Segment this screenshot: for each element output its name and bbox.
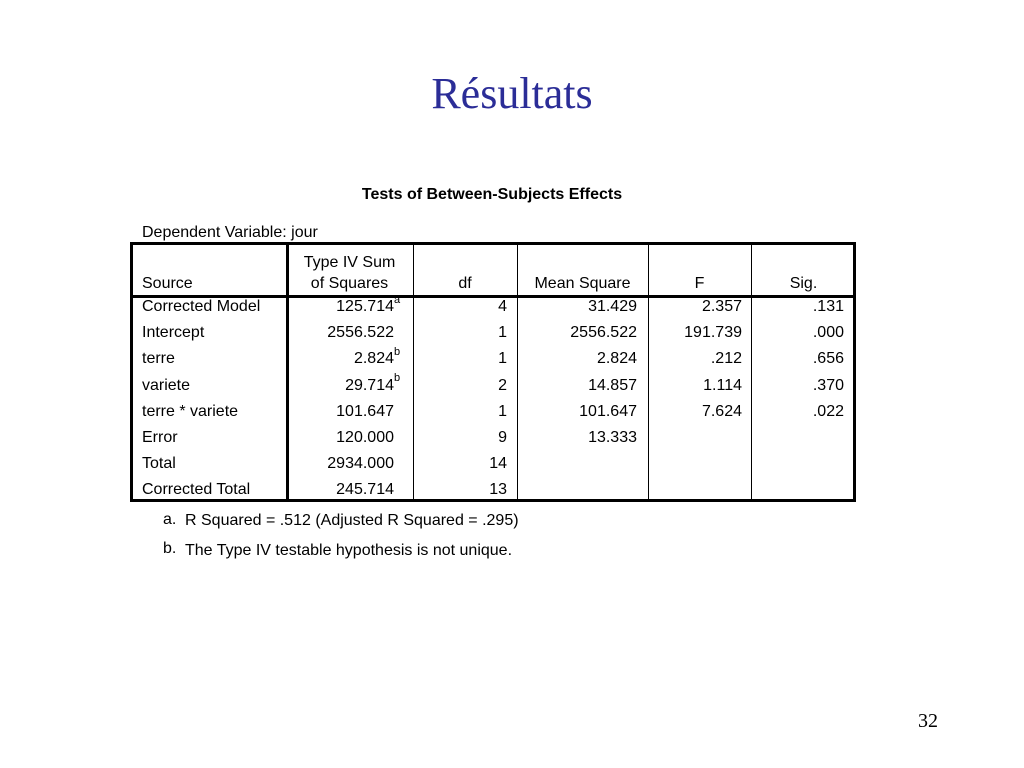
row-f [648,376,742,396]
row-sig-value: .656 [812,350,844,368]
row-f-value: 191.739 [684,324,742,342]
row-df [413,376,507,396]
row-source [142,297,282,317]
page-number: 32 [918,710,938,732]
row-sum-of-squares: 29.714$^b$ [345,372,401,394]
row-sum-of-squares-value: 2.824 [353,350,394,368]
row-sig-value: .022 [812,402,844,420]
row-df [413,402,507,422]
row-df-value: 13 [489,481,507,499]
row-mean-square [517,349,637,369]
row-source-value: Corrected Model [142,298,261,315]
row-mean-square [517,297,637,317]
row-f [648,402,742,422]
row-f-value: 2.357 [701,298,742,315]
header-ss-line1: Type IV Sum [303,254,396,271]
footnote-b-text: The Type IV testable hypothesis is not unique. [185,542,513,559]
row-source [142,428,282,448]
dependent-variable-label: Dependent Variable: jour [142,224,318,241]
row-f [648,349,742,369]
header-source: Source [142,275,193,292]
row-df-value: 4 [498,298,507,315]
row-df-value: 14 [489,455,507,473]
anova-table [130,242,856,502]
row-sum-of-squares [286,480,402,500]
row-sum-of-squares-value: 245.714 [336,481,394,499]
header-df: df [458,275,472,292]
row-sum-of-squares: 125.714$^a$ [336,293,401,315]
row-f-value: 7.624 [701,402,742,420]
row-df-value: 1 [498,402,507,420]
header-sig: Sig. [789,275,818,292]
row-source-value: variete [142,376,191,394]
row-source [142,349,282,369]
row-sum-of-squares: 2.824$^b$ [353,346,401,368]
row-source [142,402,282,422]
row-source-value: Total [142,455,176,473]
header-mean-square: Mean Square [534,275,631,292]
header-f: F [694,275,705,292]
row-mean-square-value: 2556.522 [570,324,637,342]
row-df [413,323,507,343]
row-df [413,349,507,369]
row-df [413,454,507,474]
row-sum-of-squares-value: 2934.000 [327,455,394,473]
row-sum-of-squares-value: 120.000 [336,429,394,446]
row-sum-of-squares [286,454,402,474]
row-source-value: terre * variete [142,402,239,420]
row-sig [751,376,844,396]
slide-title: Résultats [431,69,593,118]
row-df-value: 2 [498,376,507,394]
row-source [142,480,282,500]
row-df-value: 9 [498,429,507,446]
row-sig-value: .370 [812,376,844,394]
row-mean-square [517,323,637,343]
row-source-value: Error [142,429,178,446]
row-df-value: 1 [498,324,507,342]
row-mean-square-value: 14.857 [588,376,637,394]
row-mean-square [517,402,637,422]
row-sig-value: .000 [812,324,844,342]
footnote-b-mark: b. [163,540,177,557]
row-sig [751,402,844,422]
row-source [142,376,282,396]
row-f-value: .212 [710,350,742,368]
row-source-value: Corrected Total [142,481,251,499]
row-sig-value: .131 [812,298,844,315]
row-df [413,480,507,500]
row-df [413,428,507,448]
row-sum-of-squares [286,323,402,343]
row-source [142,454,282,474]
row-source-value: terre [142,350,175,368]
row-mean-square [517,428,637,448]
header-ss-line2: of Squares [310,275,389,292]
row-sum-of-squares [286,428,402,448]
footnote-a-text: R Squared = .512 (Adjusted R Squared = .295) [185,512,519,529]
row-mean-square-value: 31.429 [588,298,637,315]
row-sum-of-squares-value: 29.714 [345,376,394,394]
row-sum-of-squares-value: 2556.522 [327,324,394,342]
row-sig [751,297,844,317]
row-df-value: 1 [498,350,507,368]
row-sum-of-squares [286,402,402,422]
row-df [413,297,507,317]
row-mean-square [517,376,637,396]
row-source-value: Intercept [142,324,205,342]
row-f [648,297,742,317]
row-sig [751,349,844,369]
row-sig [751,323,844,343]
row-sum-of-squares-value: 101.647 [336,402,394,420]
row-f-value: 1.114 [703,376,742,394]
row-mean-square-value: 101.647 [579,402,637,420]
row-f [648,323,742,343]
row-sum-of-squares-value: 125.714 [336,298,394,315]
row-source [142,323,282,343]
table-title: Tests of Between-Subjects Effects [361,186,623,203]
row-mean-square-value: 13.333 [588,429,637,446]
footnote-a-mark: a. [163,511,177,528]
row-mean-square-value: 2.824 [596,350,637,368]
